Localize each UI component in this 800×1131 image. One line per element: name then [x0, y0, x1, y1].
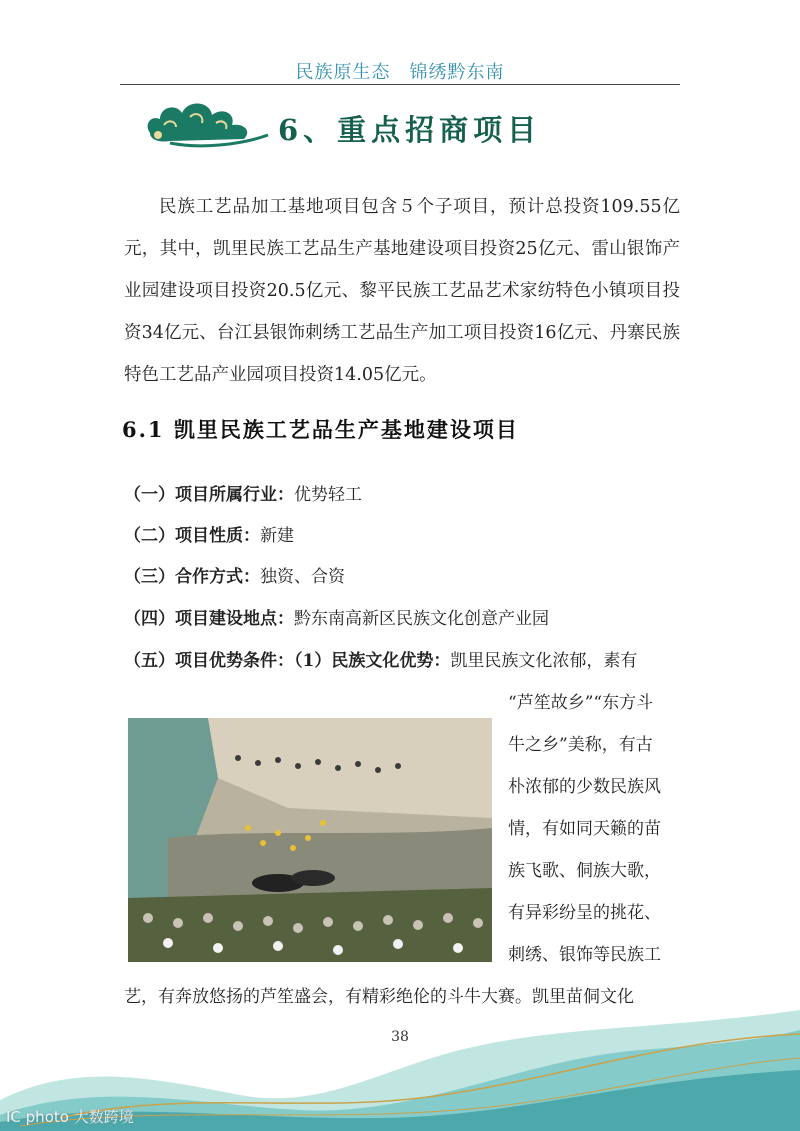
wrap-line: 族飞歌、侗族大歌，	[508, 861, 661, 881]
item-location: （四）项目建设地点：黔东南高新区民族文化创意产业园	[124, 609, 549, 629]
header-divider	[120, 84, 680, 85]
running-header: 民族原生态 锦绣黔东南	[295, 62, 505, 83]
page-number: 38	[391, 1029, 409, 1045]
wrap-line: 刺绣、银饰等民族工	[508, 945, 661, 965]
intro-paragraph: 民族工艺品加工基地项目包含５个子项目，预计总投资109.55亿元，其中，凯里民族工艺品生产基地建设项目投资25亿元、雷山银饰产业园建设项目投资20.5亿元、黎平民族工艺品艺术家纺特色小镇项目投资34亿元、台江县银饰刺绣工艺品生产加工项目投资16亿元、丹寨民族特色工艺品产业园项目投资14.05亿元。	[124, 197, 680, 385]
subsection-title: 6.1 凯里民族工艺品生产基地建设项目	[122, 417, 519, 442]
item-advantages: （五）项目优势条件：（1）民族文化优势：凯里民族文化浓郁，素有	[124, 651, 638, 671]
item-nature: （二）项目性质：新建	[124, 526, 294, 546]
wrap-line: 情，有如同天籁的苗	[508, 819, 661, 839]
item-cooperation: （三）合作方式：独资、合资	[124, 567, 345, 587]
section-title: 6、重点招商项目	[278, 113, 542, 147]
wrap-line: “芦笙故乡”“东方斗	[508, 693, 654, 713]
wrap-line: 牛之乡”美称，有古	[508, 735, 653, 755]
bullfight-photo	[128, 718, 492, 962]
auspicious-cloud-icon	[140, 95, 270, 155]
wrap-line: 朴浓郁的少数民族风	[508, 777, 661, 797]
item-industry: （一）项目所属行业：优势轻工	[124, 485, 362, 505]
last-line: 艺，有奔放悠扬的芦笙盛会，有精彩绝伦的斗牛大赛。凯里苗侗文化	[124, 987, 634, 1007]
wrap-line: 有异彩纷呈的挑花、	[508, 903, 661, 923]
watermark: IC photo 大数跨境	[6, 1108, 134, 1126]
